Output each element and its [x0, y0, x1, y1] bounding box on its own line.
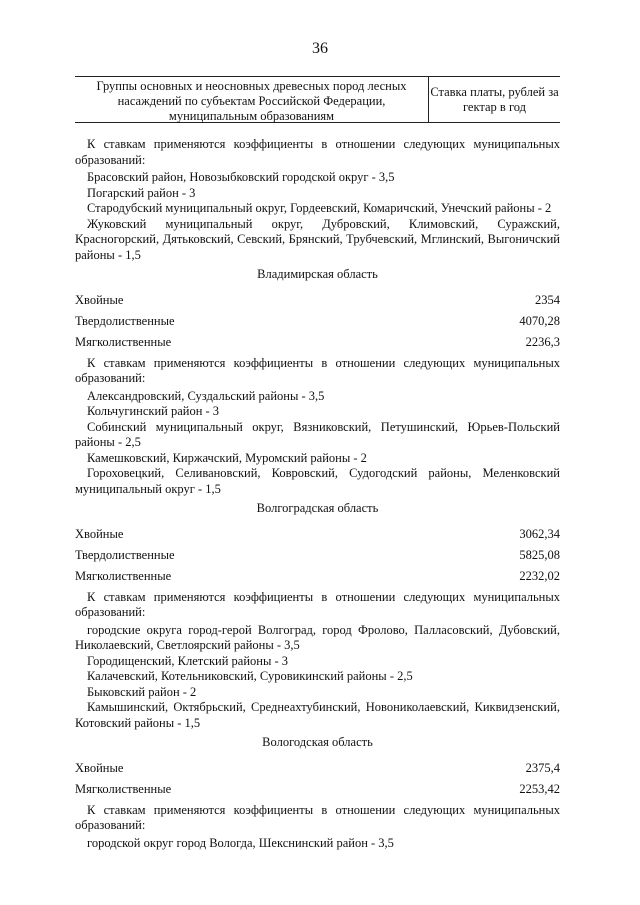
coefficient-line: Быковский район - 2	[87, 684, 197, 699]
coefficient-line: городской округ город Вологда, Шекснинский район - 3,5	[87, 835, 394, 850]
rate-label: Мягколиственные	[75, 568, 172, 583]
rate-row	[75, 548, 560, 569]
rate-value: 2253,42	[519, 781, 560, 796]
rate-label: Мягколиственные	[75, 781, 172, 796]
coefficient-line: Камешковский, Киржачский, Муромский районы - 2	[87, 450, 367, 465]
coefficient-line: Погарский район - 3	[87, 185, 196, 200]
rate-label: Твердолиственные	[75, 313, 175, 328]
coefficient-line: Александровский, Суздальский районы - 3,5	[87, 388, 325, 403]
rate-row	[75, 527, 560, 548]
coefficient-intro: К ставкам применяются коэффициенты в отношении следующих муниципальных образований:	[75, 355, 560, 385]
header-groups-column: Группы основных и неосновных древесных пород лесных насаждений по субъектам Российской Федерации, муниципальным образованиям	[75, 77, 429, 122]
coefficient-line: Стародубский муниципальный округ, Гордеевский, Комаричский, Унечский районы - 2	[87, 201, 552, 215]
coefficient-line: Собинский муниципальный округ, Вязниковский, Петушинский, Юрьев-Польский районы - 2,5	[75, 419, 560, 449]
rate-label: Хвойные	[75, 760, 124, 775]
rate-label: Мягколиственные	[75, 334, 172, 349]
coefficient-line: Камышинский, Октябрьский, Среднеахтубинский, Новониколаевский, Киквидзенский, Котовский районы - 1,5	[75, 700, 560, 730]
rate-value: 3062,34	[519, 526, 560, 541]
rate-row	[75, 569, 560, 590]
rate-label: Твердолиственные	[75, 547, 175, 562]
rate-value: 2354	[535, 292, 560, 307]
rate-row	[75, 761, 560, 782]
page-number: 36	[312, 40, 328, 57]
rate-label: Хвойные	[75, 526, 124, 541]
coefficient-line: Гороховецкий, Селивановский, Ковровский, Судогодский районы, Меленковский муниципальный округ - 1,5	[75, 466, 560, 496]
rate-row	[75, 782, 560, 803]
rate-value: 2232,02	[519, 568, 560, 583]
rate-row	[75, 314, 560, 335]
coefficient-line: Калачевский, Котельниковский, Суровикинский районы - 2,5	[87, 669, 413, 683]
coefficient-intro: К ставкам применяются коэффициенты в отношении следующих муниципальных образований:	[75, 137, 560, 167]
region-title: Владимирская область	[257, 267, 378, 281]
region-title: Вологодская область	[262, 735, 373, 749]
coefficient-line: Городищенский, Клетский районы - 3	[87, 653, 289, 668]
table-header	[75, 76, 560, 123]
coefficient-line: Жуковский муниципальный округ, Дубровский, Климовский, Суражский, Красногорский, Дятьковский, Севский, Брянский, Трубчевский, Мглинский, Выгоничский районы - 1,5	[75, 216, 560, 262]
rate-row	[75, 335, 560, 356]
rate-value: 2236,3	[525, 334, 560, 349]
coefficient-line: Кольчугинский район - 3	[87, 404, 220, 418]
coefficient-line: городские округа город-герой Волгоград, город Фролово, Палласовский, Дубовский, Николаевский, Светлоярский районы - 3,5	[75, 622, 560, 652]
rate-value: 5825,08	[519, 547, 560, 562]
coefficient-intro: К ставкам применяются коэффициенты в отношении следующих муниципальных образований:	[75, 589, 560, 619]
rate-value: 2375,4	[525, 760, 560, 775]
document-body	[75, 137, 560, 851]
coefficient-intro: К ставкам применяются коэффициенты в отношении следующих муниципальных образований:	[75, 802, 560, 832]
region-title: Волгоградская область	[256, 501, 379, 515]
coefficient-line: Брасовский район, Новозыбковский городской округ - 3,5	[87, 170, 395, 184]
header-rate-column: Ставка платы, рублей за гектар в год	[430, 85, 559, 114]
rate-row	[75, 293, 560, 314]
rate-label: Хвойные	[75, 292, 124, 307]
rate-value: 4070,28	[519, 313, 560, 328]
